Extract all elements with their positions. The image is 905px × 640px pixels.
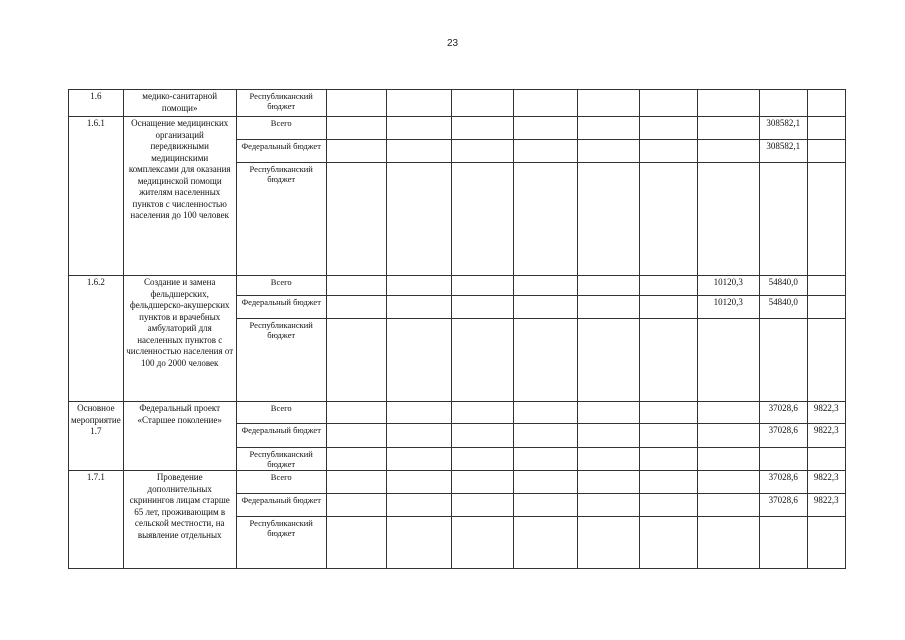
value-cell: 54840,0 [759,276,807,296]
table-row [69,90,846,117]
value-cell: 37028,6 [759,424,807,448]
value-cell [697,319,759,402]
value-cell [807,140,845,163]
row-name: Создание и замена фельдшерских, фельдшерско-акушерских пунктов и врачебных амбулаторий для населенных пунктов с численностью населения от 100 до 2000 человек [123,276,236,402]
value-cell [807,517,845,569]
row-code: 1.7.1 [69,471,124,569]
value-cell [697,117,759,140]
value-cell [697,517,759,569]
value-cell: 308582,1 [759,140,807,163]
value-cell [807,117,845,140]
value-cell: 37028,6 [759,402,807,424]
value-cell [807,296,845,319]
value-cell: 9822,3 [807,424,845,448]
value-cell: 9822,3 [807,471,845,494]
value-cell: 10120,3 [697,276,759,296]
row-code: 1.6.2 [69,276,124,402]
row-code: 1.6.1 [69,117,124,276]
funding-source: Республиканский бюджет [236,517,326,569]
table-row [69,117,846,140]
row-code: 1.6 [69,90,124,117]
value-cell [697,90,759,117]
value-cell [807,276,845,296]
funding-source: Республиканский бюджет [236,90,326,117]
funding-source: Республиканский бюджет [236,319,326,402]
value-cell [697,471,759,494]
funding-source: Всего [236,402,326,424]
value-cell [759,448,807,471]
value-cell: 308582,1 [759,117,807,140]
value-cell [759,90,807,117]
funding-source: Всего [236,471,326,494]
value-cell [697,163,759,276]
value-cell [807,163,845,276]
funding-source: Всего [236,276,326,296]
row-name: Оснащение медицинских организаций передвижными медицинскими комплексами для оказания медицинской помощи жителям населенных пунктов с численностью населения до 100 человек [123,117,236,276]
funding-source: Федеральный бюджет [236,494,326,517]
table-row [69,402,846,424]
budget-table [68,89,846,569]
row-name: медико-санитарной помощи» [123,90,236,117]
funding-source: Федеральный бюджет [236,140,326,163]
value-cell: 37028,6 [759,471,807,494]
value-cell: 54840,0 [759,296,807,319]
table-row [69,471,846,494]
row-name: Федеральный проект «Старшее поколение» [123,402,236,471]
funding-source: Федеральный бюджет [236,296,326,319]
funding-source: Всего [236,117,326,140]
value-cell [759,517,807,569]
value-cell [697,402,759,424]
value-cell [807,448,845,471]
value-cell: 10120,3 [697,296,759,319]
value-cell [807,319,845,402]
value-cell: 9822,3 [807,402,845,424]
funding-source: Федеральный бюджет [236,424,326,448]
value-cell [807,90,845,117]
value-cell: 37028,6 [759,494,807,517]
funding-source: Республиканский бюджет [236,448,326,471]
value-cell [697,448,759,471]
row-code: Основное мероприятие 1.7 [69,402,124,471]
funding-source: Республиканский бюджет [236,163,326,276]
row-name: Проведение дополнительных скринингов лицам старше 65 лет, проживающим в сельской местности, на выявление отдельных [123,471,236,569]
value-cell: 9822,3 [807,494,845,517]
page-number: 23 [446,38,459,49]
value-cell [759,319,807,402]
value-cell [697,494,759,517]
table-row [69,276,846,296]
value-cell [697,140,759,163]
value-cell [697,424,759,448]
value-cell [759,163,807,276]
